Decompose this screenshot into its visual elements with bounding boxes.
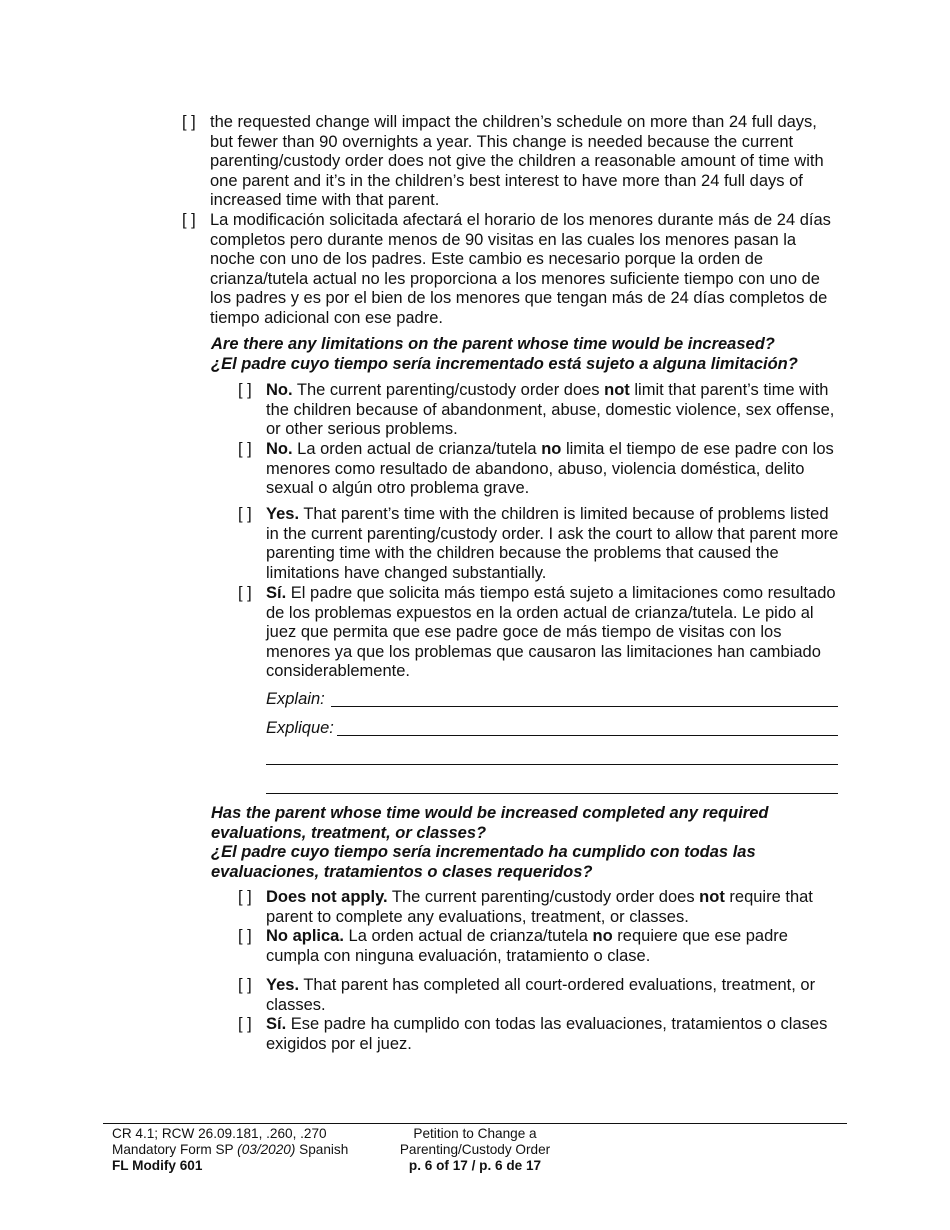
option-lead: No aplica.: [266, 927, 344, 945]
option-text-body: El padre que solicita más tiempo está sujeto a limitaciones como resultado de los problemas expuestos en la orden actual de crianza/tutela. Le pido al juez que permita que ese padre goce de más tiempo de visitas con los menores ya que los problemas que causaron las limitaciones han cambiado considerablemente.: [266, 584, 836, 681]
explain-label-es: Explique:: [266, 719, 334, 737]
checkbox[interactable]: [ ]: [182, 211, 196, 229]
checkbox[interactable]: [ ]: [238, 888, 252, 906]
option-text: [266, 888, 842, 927]
footer-page-number: p. 6 of 17 / p. 6 de 17: [408, 1158, 542, 1173]
checkbox[interactable]: [ ]: [238, 976, 252, 994]
option-emphasis: no: [592, 927, 613, 945]
option-text-post: limita el tiempo de ese padre con los menores como resultado de abandono, abuso, violencia doméstica, delito sexual o algún otro problema grave.: [266, 440, 834, 498]
evaluations-yes-en: [238, 976, 842, 1016]
option-text: La modificación solicitada afectará el horario de los menores durante más de 24 días completos pero durante menos de 90 visitas en las cuales los menores pasan la noche con uno de los padres. Este cambio es necesario porque la orden de crianza/tutela actual no les proporciona a los menores suficiente tiempo con uno de los padres y es por el bien de los menores que tengan más de 24 días completos de tiempo adicional con ese padre.: [210, 211, 831, 327]
option-text-post: limit that parent’s time with the children because of abandonment, abuse, domestic violence, sex offense, or other serious problems.: [266, 381, 835, 439]
limitations-no-en: [238, 381, 842, 441]
limitations-yes-es: [238, 584, 842, 684]
option-text: [266, 1015, 842, 1054]
option-lead: Sí.: [266, 584, 287, 602]
option-text: [266, 584, 842, 682]
footer-form-prefix: Mandatory Form SP: [112, 1142, 238, 1157]
option-lead: Sí.: [266, 1015, 287, 1033]
footer-left: [112, 1126, 392, 1174]
footer-title-line1: Petition to Change a: [413, 1126, 537, 1141]
option-lead: Yes.: [266, 505, 300, 523]
checkbox[interactable]: [ ]: [238, 927, 252, 945]
option-lead: No.: [266, 440, 293, 458]
evaluations-na-en: [238, 888, 842, 928]
option-text-post: require that parent to complete any evaluations, treatment, or classes.: [266, 888, 813, 926]
checkbox[interactable]: [ ]: [238, 440, 252, 458]
checkbox[interactable]: [ ]: [238, 381, 252, 399]
footer-title-line2: Parenting/Custody Order: [399, 1142, 551, 1157]
limitations-no-es: [238, 440, 842, 500]
explain-input-line[interactable]: [337, 735, 838, 736]
question-evaluations-es: ¿El padre cuyo tiempo sería incrementado ha cumplido con todas las evaluaciones, tratamientos o clases requeridos?: [211, 843, 756, 881]
option-text-pre: The current parenting/custody order does: [292, 381, 605, 399]
footer-form-code: FL Modify 601: [112, 1158, 203, 1173]
option-lead: Does not apply.: [266, 888, 388, 906]
checkbox[interactable]: [ ]: [238, 505, 252, 523]
explain-input-line[interactable]: [331, 706, 838, 707]
checkbox[interactable]: [ ]: [182, 113, 196, 131]
option-emphasis: no: [541, 440, 562, 458]
option-text: [266, 976, 842, 1015]
option-text-pre: The current parenting/custody order does: [387, 888, 700, 906]
option-text: [266, 505, 842, 583]
option-emphasis: not: [604, 381, 630, 399]
footer-center: [375, 1126, 575, 1174]
option-text-pre: La orden actual de crianza/tutela: [343, 927, 593, 945]
footer-rule: CR 4.1; RCW 26.09.181, .260, .270: [112, 1126, 327, 1141]
option-text-body: That parent has completed all court-ordered evaluations, treatment, or classes.: [266, 976, 816, 1014]
option-text-post: requiere que ese padre cumpla con ninguna evaluación, tratamiento o clase.: [266, 927, 788, 965]
option-text-body: That parent’s time with the children is limited because of problems listed in the current parenting/custody order. I ask the court to allow that parent more parenting time with the children because the problems that caused the limitations have changed substantially.: [266, 505, 839, 582]
option-text: [266, 440, 842, 499]
change-option-en: [182, 113, 842, 211]
explain-input-line[interactable]: [266, 793, 838, 794]
footer-form-suffix: Spanish: [295, 1142, 349, 1157]
footer-divider: [103, 1123, 847, 1124]
explain-input-line[interactable]: [266, 764, 838, 765]
option-lead: No.: [266, 381, 293, 399]
limitations-yes-en: [238, 505, 842, 585]
footer-form: [112, 1142, 392, 1158]
question-evaluations-en: Has the parent whose time would be increased completed any required evaluations, treatment, or classes?: [211, 804, 769, 842]
option-text: [266, 381, 842, 440]
evaluations-na-es: [238, 927, 842, 967]
question-limitations-es: ¿El padre cuyo tiempo sería incrementado está sujeto a alguna limitación?: [211, 355, 798, 373]
evaluations-yes-es: [238, 1015, 842, 1055]
change-option-es: [182, 211, 842, 329]
option-text-body: Ese padre ha cumplido con todas las evaluaciones, tratamientos o clases exigidos por el juez.: [266, 1015, 828, 1053]
question-limitations-en: Are there any limitations on the parent whose time would be increased?: [211, 335, 775, 353]
option-emphasis: not: [699, 888, 725, 906]
option-lead: Yes.: [266, 976, 300, 994]
checkbox[interactable]: [ ]: [238, 584, 252, 602]
option-text: the requested change will impact the children’s schedule on more than 24 full days, but fewer than 90 overnights a year. This change is needed because the current parenting/custody order does not give the children a reasonable amount of time with one parent and it’s in the children’s best interest to have more than 24 full days of increased time with that parent.: [210, 113, 824, 210]
option-text: [266, 927, 842, 966]
explain-label-en: Explain:: [266, 690, 325, 708]
footer-form-date: (03/2020): [237, 1142, 296, 1157]
checkbox[interactable]: [ ]: [238, 1015, 252, 1033]
option-text-pre: La orden actual de crianza/tutela: [292, 440, 542, 458]
